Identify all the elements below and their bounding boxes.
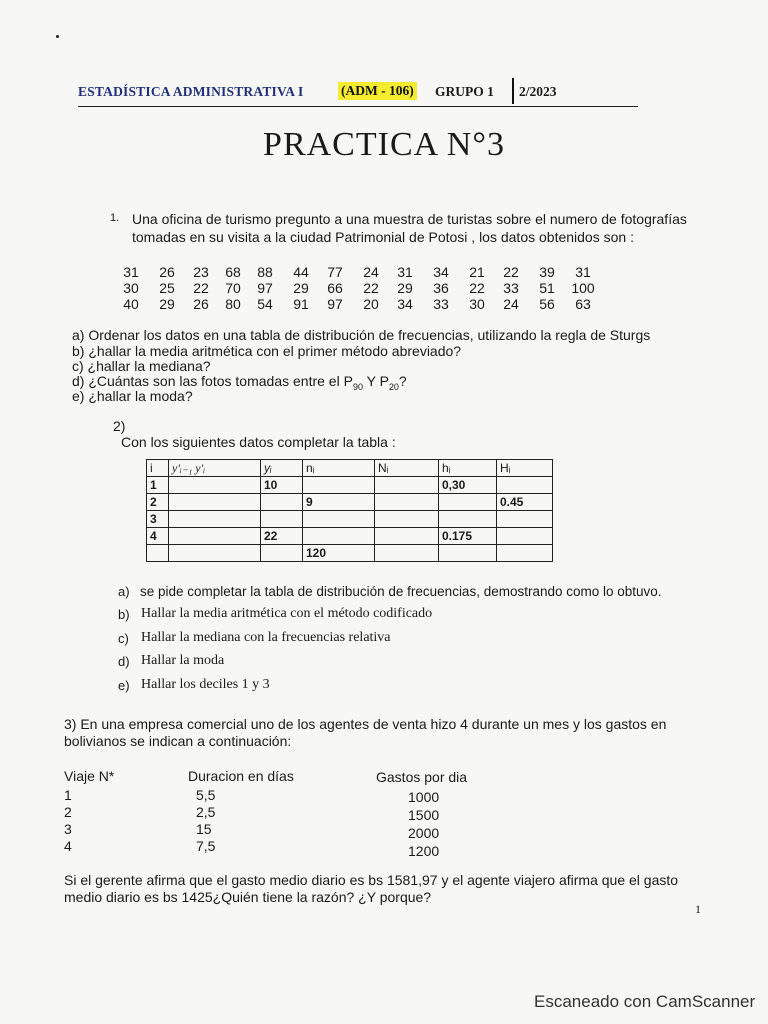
q1-item-d-mid: Y P	[362, 373, 389, 389]
table-header-cell: yᵢ	[261, 460, 303, 477]
trip-duration: 15	[196, 821, 212, 837]
table-cell	[169, 477, 261, 494]
percentile-90-subscript: 90	[352, 381, 363, 392]
table-cell	[375, 511, 439, 528]
data-value: 33	[433, 296, 449, 312]
data-value: 36	[433, 280, 449, 296]
data-value: 26	[159, 264, 175, 280]
table-cell: 10	[261, 477, 303, 494]
table-header-cell: hᵢ	[439, 460, 497, 477]
q2-option-d-label: d)	[118, 654, 130, 669]
data-value: 91	[293, 296, 309, 312]
table-cell: 2	[147, 494, 169, 511]
data-value: 33	[503, 280, 519, 296]
data-value: 34	[433, 264, 449, 280]
scan-speck	[56, 35, 59, 38]
question-3-conclusion-line-1: Si el gerente afirma que el gasto medio diario es bs 1581,97 y el agente viajero afirma que el gasto	[64, 872, 679, 888]
question-1-line-1: Una oficina de turismo pregunto a una muestra de turistas sobre el numero de fotografías	[132, 211, 687, 227]
table-cell	[497, 511, 553, 528]
table-cell	[169, 511, 261, 528]
table-cell	[497, 477, 553, 494]
question-1-text	[132, 210, 732, 246]
trip-duration: 2,5	[196, 804, 216, 820]
table-row	[147, 528, 553, 545]
table-cell: 0.175	[439, 528, 497, 545]
data-value: 80	[225, 296, 241, 312]
question-3-text	[64, 716, 704, 750]
table-cell: 120	[303, 545, 375, 562]
data-value: 97	[257, 280, 273, 296]
question-3-conclusion	[64, 872, 704, 906]
data-value: 22	[363, 280, 379, 296]
table-cell	[375, 477, 439, 494]
course-title: ESTADÍSTICA ADMINISTRATIVA I	[78, 84, 304, 99]
table-cell	[169, 528, 261, 545]
data-value: 26	[193, 296, 209, 312]
data-value: 30	[469, 296, 485, 312]
data-value: 29	[397, 280, 413, 296]
table-cell	[497, 545, 553, 562]
table-cell: 0.45	[497, 494, 553, 511]
table-cell	[439, 494, 497, 511]
table-row	[147, 545, 553, 562]
data-value: 21	[469, 264, 485, 280]
data-value: 29	[293, 280, 309, 296]
q2-option-b-label: b)	[118, 607, 130, 622]
q2-option-e-label: e)	[118, 678, 130, 693]
table-cell: 22	[261, 528, 303, 545]
question-3-line-1: 3) En una empresa comercial uno de los agentes de venta hizo 4 durante un mes y los gastos en	[64, 716, 667, 732]
q1-item-b: b) ¿hallar la media aritmética con el primer método abreviado?	[72, 343, 462, 359]
data-value: 34	[397, 296, 413, 312]
data-value: 22	[193, 280, 209, 296]
question-3-line-2: bolivianos se indican a continuación:	[64, 733, 292, 749]
table-cell	[147, 545, 169, 562]
q2-option-a-text: se pide completar la tabla de distribución de frecuencias, demostrando como lo obtuvo.	[140, 584, 662, 599]
table-cell	[439, 511, 497, 528]
table-cell: 9	[303, 494, 375, 511]
table-cell	[303, 511, 375, 528]
table-header-cell: Hᵢ	[497, 460, 553, 477]
data-value: 63	[575, 296, 591, 312]
data-value: 70	[225, 280, 241, 296]
document-header	[78, 82, 638, 106]
data-value: 100	[571, 280, 595, 296]
trip-duration: 5,5	[196, 787, 216, 803]
data-value: 25	[159, 280, 175, 296]
table-cell: 1	[147, 477, 169, 494]
trip-duration: 7,5	[196, 838, 216, 854]
term-label: 2/2023	[519, 84, 557, 99]
table-cell	[169, 545, 261, 562]
data-value: 40	[123, 296, 139, 312]
q1-item-d-end: ?	[398, 373, 407, 389]
trip-expense: 1500	[408, 807, 440, 823]
question-2-intro: Con los siguientes datos completar la tabla :	[121, 434, 396, 450]
table-header-cell: y'ᵢ₋₁ y'ᵢ	[169, 460, 261, 477]
trip-number: 3	[64, 821, 72, 837]
table-cell	[261, 511, 303, 528]
q2-option-c-label: c)	[118, 631, 129, 646]
q2-option-c-text: Hallar la mediana con la frecuencias relativa	[141, 630, 391, 645]
question-1-number: 1.	[110, 212, 120, 224]
data-value: 66	[327, 280, 343, 296]
table-header-cell: i	[147, 460, 169, 477]
q1-item-e: e) ¿hallar la moda?	[72, 388, 193, 404]
data-value: 39	[539, 264, 555, 280]
frequency-table	[146, 459, 553, 562]
table-cell	[261, 494, 303, 511]
q2-option-a-label: a)	[118, 584, 130, 599]
header-separator	[512, 78, 514, 104]
data-value: 24	[503, 296, 519, 312]
table-cell	[375, 494, 439, 511]
data-value: 30	[123, 280, 139, 296]
q1-item-a: a) Ordenar los datos en una tabla de distribución de frecuencias, utilizando la regla de Sturgs	[72, 327, 651, 343]
percentile-20-subscript: 20	[388, 381, 399, 392]
q2-option-e-text: Hallar los deciles 1 y 3	[141, 677, 270, 692]
table-row	[147, 494, 553, 511]
trip-number: 2	[64, 804, 72, 820]
data-value: 29	[159, 296, 175, 312]
table-header-cell: Nᵢ	[375, 460, 439, 477]
q2-option-d-text: Hallar la moda	[141, 653, 225, 668]
table-cell: 3	[147, 511, 169, 528]
data-value: 77	[327, 264, 343, 280]
data-value: 54	[257, 296, 273, 312]
table-cell	[439, 545, 497, 562]
data-value: 88	[257, 264, 273, 280]
data-value: 23	[193, 264, 209, 280]
trip-expense: 1200	[408, 843, 440, 859]
table-cell	[303, 477, 375, 494]
data-value: 31	[575, 264, 591, 280]
scanner-watermark: Escaneado con CamScanner	[534, 992, 756, 1011]
question-3-conclusion-line-2: medio diario es bs 1425¿Quién tiene la razón? ¿Y porque?	[64, 889, 432, 905]
table-header-row	[147, 460, 553, 477]
data-value: 51	[539, 280, 555, 296]
page-number: 1	[695, 902, 701, 916]
table-cell	[169, 494, 261, 511]
table-cell	[375, 528, 439, 545]
trip-number: 1	[64, 787, 72, 803]
q1-item-c: c) ¿hallar la mediana?	[72, 358, 211, 374]
data-value: 68	[225, 264, 241, 280]
data-value: 31	[123, 264, 139, 280]
data-value: 97	[327, 296, 343, 312]
table-row	[147, 511, 553, 528]
table-header-cell: nᵢ	[303, 460, 375, 477]
table-cell: 0,30	[439, 477, 497, 494]
trip-number: 4	[64, 838, 72, 854]
course-code-highlight: (ADM - 106)	[338, 82, 417, 100]
data-value: 22	[503, 264, 519, 280]
data-value: 56	[539, 296, 555, 312]
data-value: 31	[397, 264, 413, 280]
q2-option-b-text: Hallar la media aritmética con el método codificado	[141, 606, 433, 621]
data-value: 22	[469, 280, 485, 296]
trip-table-header-trip: Viaje N*	[64, 768, 115, 784]
trip-table-header-expense: Gastos por dia	[376, 769, 468, 785]
data-value: 24	[363, 264, 379, 280]
question-1-line-2: tomadas en su visita a la ciudad Patrimonial de Potosi , los datos obtenidos son :	[132, 229, 634, 245]
data-value: 20	[363, 296, 379, 312]
question-2-number: 2)	[113, 418, 126, 434]
page-title: PRACTICA N°3	[263, 126, 505, 163]
trip-expense: 1000	[408, 789, 440, 805]
table-cell	[303, 528, 375, 545]
table-cell	[497, 528, 553, 545]
table-cell	[375, 545, 439, 562]
trip-table-header-duration: Duracion en días	[188, 768, 294, 784]
group-label: GRUPO 1	[435, 84, 494, 99]
table-cell: 4	[147, 528, 169, 545]
data-value: 44	[293, 264, 309, 280]
header-underline	[78, 106, 638, 107]
trip-expense: 2000	[408, 825, 440, 841]
table-row	[147, 477, 553, 494]
table-cell	[261, 545, 303, 562]
q1-item-d-text: d) ¿Cuántas son las fotos tomadas entre el P	[72, 373, 353, 389]
